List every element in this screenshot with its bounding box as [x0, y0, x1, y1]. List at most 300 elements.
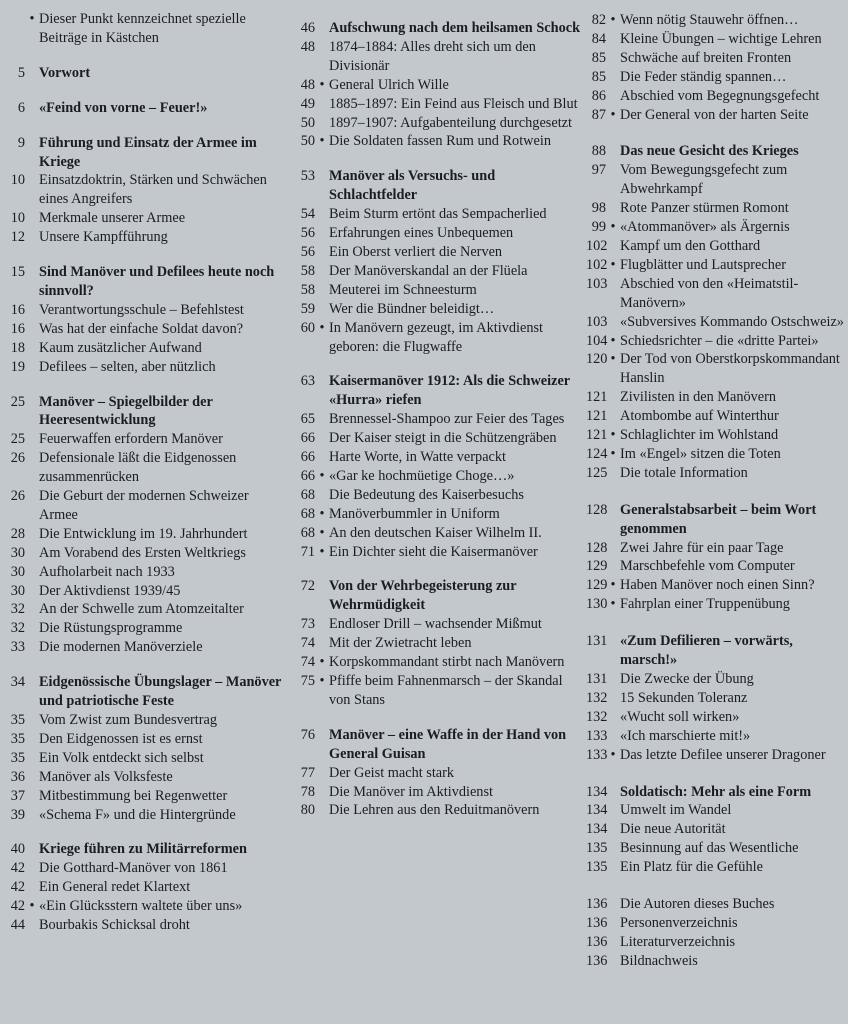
entry-title: Wer die Bündner beleidigt…	[329, 300, 495, 317]
special-article-dot-icon: •	[610, 445, 616, 462]
toc-entry	[586, 161, 848, 199]
page-number: 130	[586, 596, 608, 613]
toc-entry	[290, 467, 586, 486]
legend-note	[0, 10, 290, 48]
entry-title: Bourbakis Schicksal droht	[39, 917, 190, 934]
page-number: 131	[586, 633, 608, 650]
toc-chapter-heading	[0, 673, 290, 711]
toc-entry	[0, 10, 290, 48]
entry-title: Feuerwaffen erfordern Manöver	[39, 431, 223, 448]
special-article-dot-icon: •	[610, 106, 616, 123]
entry-title: Die Lehren aus den Reduitmanövern	[329, 802, 540, 819]
entry-title: Literaturverzeichnis	[620, 933, 736, 950]
toc-entry	[290, 505, 586, 524]
entry-title: Endloser Drill – wachsender Mißmut	[329, 616, 542, 633]
toc-entry	[0, 638, 290, 657]
toc-chapter-heading	[290, 167, 586, 205]
toc-chapter-heading	[586, 142, 848, 161]
entry-title: Die neue Autorität	[620, 821, 726, 838]
toc-entry	[586, 933, 848, 952]
entry-title: Die Autoren dieses Buches	[620, 896, 775, 913]
toc-entry	[290, 224, 586, 243]
entry-title: Harte Worte, in Watte verpackt	[329, 449, 507, 466]
toc-entry	[290, 262, 586, 281]
entry-title: Defensionale läßt die Eidgenossen zusammenrücken	[39, 450, 237, 486]
entry-title: Vom Bewegungsgefecht zum Abwehrkampf	[620, 162, 788, 198]
entry-title: Meuterei im Schneesturm	[329, 281, 477, 298]
entry-title: Ein Platz für die Gefühle	[620, 859, 763, 876]
page-number: 133	[586, 746, 608, 763]
toc-entry	[586, 670, 848, 689]
toc-entry	[290, 76, 586, 95]
page-number: 133	[586, 727, 608, 744]
toc-entry	[0, 619, 290, 638]
entry-title: «Subversives Kommando Ostschweiz»	[620, 313, 844, 330]
toc-chapter-heading	[290, 372, 586, 410]
page-number: 35	[10, 712, 25, 728]
toc-entry	[290, 410, 586, 429]
page-number: 58	[300, 262, 315, 279]
page-number: 68	[300, 505, 315, 522]
entry-title: Die Gotthard-Manöver von 1861	[39, 860, 228, 877]
toc-entry	[290, 281, 586, 300]
entry-title: Kaum zusätzlicher Aufwand	[39, 339, 202, 356]
special-article-dot-icon: •	[319, 673, 325, 689]
toc-entry	[0, 430, 290, 449]
entry-title: Dieser Punkt kennzeichnet spezielle Beiträge in Kästchen	[39, 11, 246, 46]
toc-entry	[0, 525, 290, 544]
toc-chapter-heading	[586, 783, 848, 802]
entry-title: Einsatzdoktrin, Stärken und Schwächen eines Angreifers	[39, 172, 267, 208]
chapter-title: «Feind von vorne – Feuer!»	[39, 99, 208, 116]
entry-title: Kleine Übungen – wichtige Lehren	[620, 30, 822, 47]
toc-entry	[0, 320, 290, 339]
page-number: 30	[10, 582, 25, 599]
page-number: 76	[300, 726, 315, 743]
toc-entry	[586, 388, 848, 407]
toc-entry	[290, 672, 586, 710]
page-number: 32	[10, 601, 25, 618]
toc-entry	[290, 114, 586, 133]
page-number: 135	[586, 859, 608, 876]
page-number: 35	[10, 730, 25, 747]
page-number: 121	[586, 408, 608, 425]
toc-entry	[586, 407, 848, 426]
chapter-title: Eidgenössische Übungslager – Manöver und patriotische Feste	[39, 674, 282, 710]
toc-entry	[586, 218, 848, 237]
page-number: 6	[17, 99, 25, 116]
entry-title: 1897–1907: Aufgabenteilung durchgesetzt	[329, 114, 572, 131]
toc-entry	[0, 878, 290, 897]
page-number: 103	[586, 275, 608, 292]
toc-entry	[586, 801, 848, 820]
page-number: 48	[300, 38, 315, 55]
special-article-dot-icon: •	[610, 427, 616, 444]
entry-title: Zwei Jahre für ein paar Tage	[620, 539, 784, 556]
toc-entry	[290, 543, 586, 562]
toc-section	[586, 632, 848, 764]
special-article-dot-icon: •	[319, 467, 325, 484]
entry-title: Besinnung auf das Wesentliche	[620, 840, 799, 857]
page-number: 42	[10, 898, 25, 915]
toc-column-3	[586, 0, 848, 971]
page-number: 73	[300, 616, 315, 633]
page-number: 65	[300, 411, 315, 428]
page-number: 75	[300, 673, 315, 689]
toc-entry	[586, 689, 848, 708]
entry-title: Defilees – selten, aber nützlich	[39, 358, 216, 375]
page-number: 78	[300, 783, 315, 800]
page-number: 48	[300, 76, 315, 93]
toc-entry	[0, 544, 290, 563]
entry-title: Die Entwicklung im 19. Jahrhundert	[39, 525, 248, 542]
toc-chapter-heading	[0, 840, 290, 859]
page-number: 129	[586, 577, 608, 594]
special-article-dot-icon: •	[610, 12, 616, 28]
entry-title: Wenn nötig Stauwehr öffnen…	[620, 12, 799, 28]
page-number: 121	[586, 389, 608, 406]
entry-title: Ein Oberst verliert die Nerven	[329, 243, 503, 260]
toc-entry	[586, 256, 848, 275]
toc-entry	[586, 11, 848, 30]
toc-entry	[586, 49, 848, 68]
toc-entry	[586, 576, 848, 595]
entry-title: Der Kaiser steigt in die Schützengräben	[329, 430, 557, 447]
page-number: 19	[10, 358, 25, 375]
page-number: 74	[300, 635, 315, 652]
chapter-title: Sind Manöver und Defilees heute noch sinnvoll?	[39, 264, 275, 299]
toc-entry	[290, 634, 586, 653]
special-article-dot-icon: •	[319, 524, 325, 541]
toc-section	[290, 372, 586, 561]
entry-title: Haben Manöver noch einen Sinn?	[620, 577, 815, 594]
toc-entry	[586, 895, 848, 914]
page-number: 39	[10, 806, 25, 823]
entry-title: Den Eidgenossen ist es ernst	[39, 730, 203, 747]
toc-entry	[290, 615, 586, 634]
page-number: 80	[300, 802, 315, 819]
toc-entry	[290, 205, 586, 224]
toc-entry	[586, 557, 848, 576]
toc-chapter-heading	[586, 501, 848, 539]
toc-entry	[586, 445, 848, 464]
toc-entry	[586, 350, 848, 388]
entry-title: Manöverbummler in Uniform	[329, 505, 500, 522]
entry-title: Flugblätter und Lautsprecher	[620, 256, 786, 273]
entry-title: Ein Dichter sieht die Kaisermanöver	[329, 543, 538, 560]
toc-section	[586, 895, 848, 971]
chapter-title: Aufschwung nach dem heilsamen Schock	[329, 20, 581, 36]
page-number: 134	[586, 802, 608, 819]
chapter-title: Das neue Gesicht des Krieges	[620, 143, 799, 160]
entry-title: Abschied vom Begegnungsgefecht	[620, 87, 820, 104]
entry-title: Fahrplan einer Truppenübung	[620, 596, 790, 613]
special-article-dot-icon: •	[610, 219, 616, 236]
special-article-dot-icon: •	[610, 577, 616, 594]
special-article-dot-icon: •	[610, 332, 616, 349]
entry-title: General Ulrich Wille	[329, 76, 449, 93]
toc-section	[0, 840, 290, 935]
page-number: 66	[300, 430, 315, 447]
page-number: 25	[10, 393, 25, 410]
page-number: 74	[300, 654, 315, 671]
page-number: 103	[586, 313, 608, 330]
page-number: 132	[586, 708, 608, 725]
page-number: 71	[300, 543, 315, 560]
entry-title: Schwäche auf breiten Fronten	[620, 49, 792, 66]
toc-entry	[586, 106, 848, 125]
page-number: 18	[10, 339, 25, 356]
toc-entry	[586, 727, 848, 746]
toc-entry	[586, 914, 848, 933]
entry-title: «Schema F» und die Hintergründe	[39, 806, 236, 823]
entry-title: Der Tod von Oberstkorpskommandant Hanslin	[620, 351, 840, 387]
page-number: 66	[300, 449, 315, 466]
entry-title: Ein Volk entdeckt sich selbst	[39, 749, 204, 766]
page-number: 50	[300, 133, 315, 150]
entry-title: Der Geist macht stark	[329, 764, 455, 781]
toc-chapter-heading	[290, 577, 586, 615]
entry-title: Erfahrungen eines Unbequemen	[329, 225, 514, 242]
page-number: 102	[586, 237, 608, 254]
entry-title: 1874–1884: Alles dreht sich um den Divisionär	[329, 38, 536, 74]
entry-title: Atombombe auf Winterthur	[620, 408, 779, 425]
page-number: 134	[586, 821, 608, 838]
page-number: 87	[591, 106, 606, 123]
toc-entry	[290, 38, 586, 76]
toc-entry	[0, 358, 290, 377]
toc-entry	[0, 171, 290, 209]
entry-title: Kampf um den Gotthard	[620, 237, 761, 254]
toc-entry	[290, 429, 586, 448]
entry-title: Vom Zwist zum Bundesvertrag	[39, 712, 218, 728]
page-number: 136	[586, 952, 608, 969]
toc-entry	[290, 486, 586, 505]
entry-title: «Gar ke hochmüetige Choge…»	[329, 467, 515, 484]
special-article-dot-icon: •	[29, 11, 35, 27]
page-number: 42	[10, 860, 25, 877]
page-number: 16	[10, 301, 25, 318]
entry-title: Der Manöverskandal an der Flüela	[329, 262, 528, 279]
entry-title: Die Feder ständig spannen…	[620, 68, 787, 85]
toc-chapter-heading	[0, 134, 290, 172]
entry-title: Die Zwecke der Übung	[620, 671, 754, 687]
page-number: 56	[300, 225, 315, 242]
toc-entry	[0, 859, 290, 878]
toc-chapter-heading	[290, 19, 586, 38]
page-number: 135	[586, 840, 608, 857]
page-number: 34	[10, 674, 25, 691]
page-number: 30	[10, 544, 25, 561]
page-number: 136	[586, 914, 608, 931]
page-number: 84	[591, 30, 606, 47]
page-number: 53	[300, 168, 315, 185]
toc-entry	[290, 448, 586, 467]
entry-title: Mit der Zwietracht leben	[329, 635, 472, 652]
toc-entry	[0, 449, 290, 487]
page-number: 98	[591, 200, 606, 217]
chapter-title: Manöver als Versuchs- und Schlachtfelder	[329, 168, 496, 204]
page-number: 88	[591, 143, 606, 160]
page-number: 131	[586, 671, 608, 687]
chapter-title: Kaisermanöver 1912: Als die Schweizer «Hurra» riefen	[329, 373, 570, 409]
entry-title: Unsere Kampfführung	[39, 229, 168, 246]
toc-entry	[586, 539, 848, 558]
toc-section	[586, 501, 848, 614]
toc-entry	[0, 897, 290, 916]
page-number: 37	[10, 787, 25, 804]
toc-section	[0, 673, 290, 824]
page-number: 68	[300, 524, 315, 541]
entry-title: 1885–1897: Ein Feind aus Fleisch und Blut	[329, 95, 578, 112]
page-number: 54	[300, 206, 315, 223]
page-number: 32	[10, 620, 25, 637]
page-number: 15	[10, 264, 25, 281]
toc-entry	[586, 30, 848, 49]
toc-section	[586, 142, 848, 482]
entry-title: Verantwortungsschule – Befehlstest	[39, 301, 244, 318]
toc-entry	[290, 132, 586, 151]
toc-chapter-heading	[0, 393, 290, 431]
entry-title: Die modernen Manöverziele	[39, 639, 203, 656]
toc-entry	[0, 600, 290, 619]
page-number: 99	[591, 219, 606, 236]
entry-title: Merkmale unserer Armee	[39, 210, 186, 227]
entry-title: Die Rüstungsprogramme	[39, 620, 183, 637]
entry-title: Bildnachweis	[620, 952, 698, 969]
page-number: 58	[300, 281, 315, 298]
special-article-dot-icon: •	[29, 898, 35, 915]
toc-entry	[0, 711, 290, 730]
page-number: 134	[586, 783, 608, 800]
chapter-title: Von der Wehrbegeisterung zur Wehrmüdigkeit	[329, 578, 517, 614]
page-number: 63	[300, 373, 315, 390]
toc-section	[290, 167, 586, 356]
special-article-dot-icon: •	[610, 746, 616, 763]
toc-section	[0, 263, 290, 376]
toc-entry	[586, 746, 848, 765]
entry-title: An der Schwelle zum Atomzeitalter	[39, 601, 244, 618]
toc-entry	[586, 839, 848, 858]
entry-title: Abschied von den «Heimatstil-Manövern»	[620, 275, 799, 311]
page-number: 49	[300, 95, 315, 112]
page-number: 26	[10, 488, 25, 505]
page-number: 33	[10, 639, 25, 656]
toc-section	[0, 134, 290, 247]
toc-entry	[0, 768, 290, 787]
toc-entry	[586, 595, 848, 614]
page-number: 46	[300, 20, 315, 36]
toc-entry	[290, 300, 586, 319]
entry-title: Der Aktivdienst 1939/45	[39, 582, 181, 599]
page-number: 26	[10, 450, 25, 467]
page-number: 85	[591, 49, 606, 66]
toc-entry	[0, 339, 290, 358]
toc-entry	[586, 199, 848, 218]
chapter-title: Soldatisch: Mehr als eine Form	[620, 783, 812, 800]
page-number: 97	[591, 162, 606, 179]
page-number: 120	[586, 351, 608, 368]
chapter-title: Manöver – Spiegelbilder der Heeresentwicklung	[39, 393, 213, 429]
toc-entry	[0, 301, 290, 320]
special-article-dot-icon: •	[610, 351, 616, 368]
toc-entry	[586, 858, 848, 877]
page-number: 44	[10, 917, 25, 934]
chapter-title: Kriege führen zu Militärreformen	[39, 841, 247, 858]
page-number: 129	[586, 558, 608, 575]
entry-title: Pfiffe beim Fahnenmarsch – der Skandal von Stans	[329, 673, 563, 708]
toc-entry	[586, 332, 848, 351]
toc-chapter-heading	[586, 632, 848, 670]
toc-column-2	[290, 0, 586, 820]
page-number: 77	[300, 764, 315, 781]
entry-title: Personenverzeichnis	[620, 914, 738, 931]
page-number: 42	[10, 879, 25, 896]
toc-entry	[0, 787, 290, 806]
toc-chapter-heading	[290, 726, 586, 764]
chapter-title: Führung und Einsatz der Armee im Kriege	[39, 134, 257, 170]
entry-title: Korpskommandant stirbt nach Manövern	[329, 654, 565, 671]
page-number: 85	[591, 68, 606, 85]
toc-chapter-heading	[0, 99, 290, 118]
page-number: 5	[17, 64, 25, 81]
page-number: 132	[586, 689, 608, 706]
toc-section	[290, 726, 586, 821]
page-number: 30	[10, 563, 25, 580]
page-number: 36	[10, 768, 25, 785]
page-number: 56	[300, 243, 315, 260]
chapter-title: Vorwort	[39, 64, 91, 81]
entry-title: Die Geburt der modernen Schweizer Armee	[39, 488, 249, 523]
page-number: 68	[300, 486, 315, 503]
toc-section	[0, 393, 290, 658]
entry-title: In Manövern gezeugt, im Aktivdienst geboren: die Flugwaffe	[329, 319, 544, 355]
toc-section	[0, 99, 290, 118]
chapter-title: Generalstabsarbeit – beim Wort genommen	[620, 501, 817, 537]
toc-entry	[586, 820, 848, 839]
page-number: 124	[586, 445, 608, 462]
entry-title: «Ein Glücksstern waltete über uns»	[39, 898, 243, 915]
special-article-dot-icon: •	[319, 319, 325, 336]
toc-entry	[586, 68, 848, 87]
special-article-dot-icon: •	[319, 133, 325, 150]
toc-entry	[0, 487, 290, 525]
page-number: 136	[586, 896, 608, 913]
toc-entry	[0, 582, 290, 601]
toc-entry	[586, 275, 848, 313]
page-number: 59	[300, 300, 315, 317]
toc-entry	[586, 237, 848, 256]
special-article-dot-icon: •	[610, 596, 616, 613]
toc-entry	[586, 313, 848, 332]
entry-title: Das letzte Defilee unserer Dragoner	[620, 746, 826, 763]
page-number: 12	[10, 229, 25, 246]
entry-title: Die Bedeutung des Kaiserbesuchs	[329, 486, 524, 503]
toc-entry	[290, 243, 586, 262]
page-number: 25	[10, 431, 25, 448]
page-number: 128	[586, 539, 608, 556]
toc-section	[586, 11, 848, 124]
toc-entry	[586, 708, 848, 727]
toc-entry	[0, 806, 290, 825]
toc-entry	[290, 95, 586, 114]
page-number: 72	[300, 578, 315, 595]
toc-entry	[0, 563, 290, 582]
toc-entry	[290, 319, 586, 357]
special-article-dot-icon: •	[319, 505, 325, 522]
toc-column-1	[0, 0, 290, 935]
entry-title: Manöver als Volksfeste	[39, 768, 173, 785]
